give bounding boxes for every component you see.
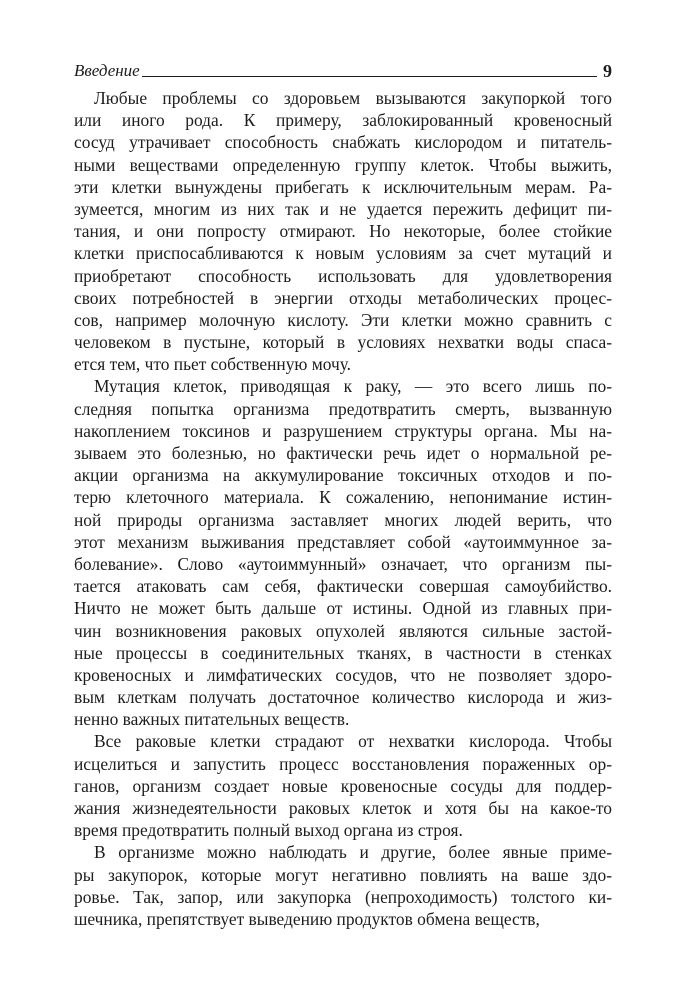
text-line: кровеносных и лимфатических сосудов, что не позволяет здоро- [74,664,612,685]
text-line: ной природы организма заставляет многих людей верить, что [74,509,612,530]
text-line: исцелиться и запустить процесс восстановления пораженных ор- [74,753,612,774]
text-line: Ничто не может быть дальше от истины. Одной из главных при- [74,598,612,619]
running-header [74,57,612,81]
text-line: ры закупорок, которые могут негативно повлиять на ваше здо- [74,864,612,885]
header-rule [142,76,597,77]
text-line: зываем это болезнью, но фактически речь идет о нормальной ре- [74,443,612,463]
text-line: ненно важных питательных веществ. [74,709,350,730]
text-line: накоплением токсинов и разрушением структуры органа. Мы на- [74,420,612,441]
text-line: время предотвратить полный выход органа из строя. [74,820,463,841]
body-text [74,87,612,930]
text-line: Любые проблемы со здоровьем вызываются закупоркой того [94,88,612,108]
text-line: ные процессы в соединительных тканях, в частности в стенках [74,642,612,663]
text-line: жания жизнедеятельности раковых клеток и хотя бы на какое-то [74,798,612,818]
text-line: тается атаковать сам себя, фактически совершая самоубийство. [74,576,612,597]
text-line: или иного рода. К примеру, заблокированный кровеносный [74,110,612,131]
text-line: клетки приспосабливаются к новым условиям за счет мутаций и [74,243,612,264]
paragraph [74,841,612,930]
text-line: ными веществами определенную группу клеток. Чтобы выжить, [74,154,612,175]
page-number: 9 [603,61,612,81]
paragraph [74,375,612,730]
text-line: приобретают способность использовать для удовлетворения [74,265,612,286]
text-line: эти клетки вынуждены прибегать к исключительным мерам. Ра- [74,176,612,197]
text-line: чин возникновения раковых опухолей являются сильные застой- [74,620,612,641]
paragraph [74,87,612,375]
text-line: этот механизм выживания представляет собой «аутоиммунное за- [74,531,612,552]
text-line: В организме можно наблюдать и другие, более явные приме- [94,842,612,863]
paragraph [74,730,612,841]
text-line: зумеется, многим из них так и не удается пережить дефицит пи- [74,198,612,219]
text-line: терю клеточного материала. К сожалению, непонимание истин- [74,487,612,508]
text-line: своих потребностей в энергии отходы метаболических процес- [74,287,612,308]
text-line: акции организма на аккумулирование токсичных отходов и по- [74,465,612,486]
text-line: человеком в пустыне, который в условиях нехватки воды спаса- [74,332,612,353]
text-line: шечника, препятствует выведению продуктов обмена веществ, [74,908,540,929]
text-line: ется тем, что пьет собственную мочу. [74,354,352,375]
text-line: ганов, организм создает новые кровеносные сосуды для поддер- [74,775,612,796]
text-line: Мутация клеток, приводящая к раку, — это всего лишь по- [94,376,612,397]
text-line: сосуд утрачивает способность снабжать кислородом и питатель- [74,132,612,153]
section-title: Введение [74,61,140,80]
text-line: ровье. Так, запор, или закупорка (непроходимость) толстого ки- [74,886,612,907]
text-line: вым клеткам получать достаточное количество кислорода и жиз- [74,687,612,708]
text-line: тания, и они попросту отмирают. Но некоторые, более стойкие [74,221,612,242]
text-line: болевание». Слово «аутоиммунный» означает, что организм пы- [74,553,612,574]
text-line: следняя попытка организма предотвратить смерть, вызванную [74,398,612,419]
text-line: сов, например молочную кислоту. Эти клетки можно сравнить с [74,309,612,330]
text-line: Все раковые клетки страдают от нехватки кислорода. Чтобы [94,731,612,752]
